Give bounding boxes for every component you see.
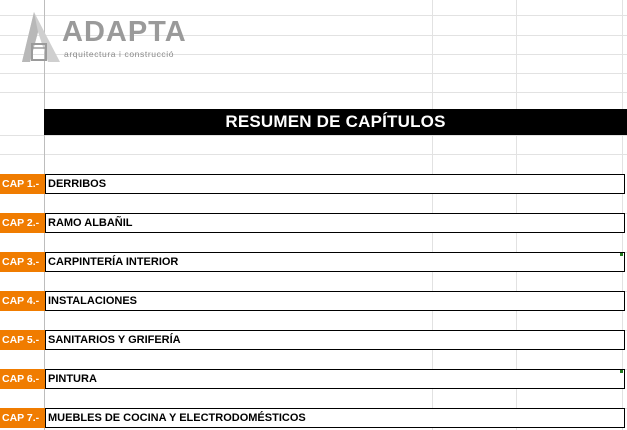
chapter-number: CAP 2.- — [0, 213, 45, 233]
chapter-number: CAP 5.- — [0, 330, 45, 350]
chapter-name: RAMO ALBAÑIL — [48, 217, 133, 229]
chapter-name: PINTURA — [48, 373, 97, 385]
chapter-number: CAP 4.- — [0, 291, 45, 311]
chapter-number: CAP 3.- — [0, 252, 45, 272]
cell-comment-marker — [620, 253, 623, 256]
page-title: RESUMEN DE CAPÍTULOS — [44, 109, 627, 135]
grid-row-line — [0, 154, 627, 155]
chapter-number: CAP 1.- — [0, 174, 45, 194]
chapter-name: SANITARIOS Y GRIFERÍA — [48, 334, 181, 346]
chapter-row[interactable] — [0, 252, 627, 272]
adapta-logo-icon — [20, 10, 62, 66]
chapter-name-cell[interactable] — [45, 330, 625, 350]
grid-row-line — [0, 92, 627, 93]
grid-row-line — [0, 73, 627, 74]
chapter-name: INSTALACIONES — [48, 295, 138, 307]
chapter-row[interactable] — [0, 408, 627, 428]
chapter-number: CAP 7.- — [0, 408, 45, 428]
chapter-row[interactable] — [0, 213, 627, 233]
chapter-name-cell[interactable] — [45, 213, 625, 233]
chapter-name-cell[interactable] — [45, 408, 625, 428]
chapter-name: CARPINTERÍA INTERIOR — [48, 256, 179, 268]
chapter-number: CAP 6.- — [0, 369, 45, 389]
chapter-row[interactable] — [0, 291, 627, 311]
grid-row-line — [0, 135, 627, 136]
logo-wordmark: ADAPTA — [62, 16, 187, 48]
cell-comment-marker — [620, 370, 623, 373]
chapter-name-cell[interactable] — [45, 252, 625, 272]
logo-tagline: arquitectura i construcció — [64, 49, 175, 59]
chapter-name: DERRIBOS — [48, 178, 107, 190]
chapter-name-cell[interactable] — [45, 174, 625, 194]
chapter-name-cell[interactable] — [45, 291, 625, 311]
chapter-name: MUEBLES DE COCINA Y ELECTRODOMÉSTICOS — [48, 412, 306, 424]
company-logo — [20, 10, 190, 68]
chapter-row[interactable] — [0, 330, 627, 350]
chapter-row[interactable] — [0, 174, 627, 194]
chapter-name-cell[interactable] — [45, 369, 625, 389]
chapter-row[interactable] — [0, 369, 627, 389]
